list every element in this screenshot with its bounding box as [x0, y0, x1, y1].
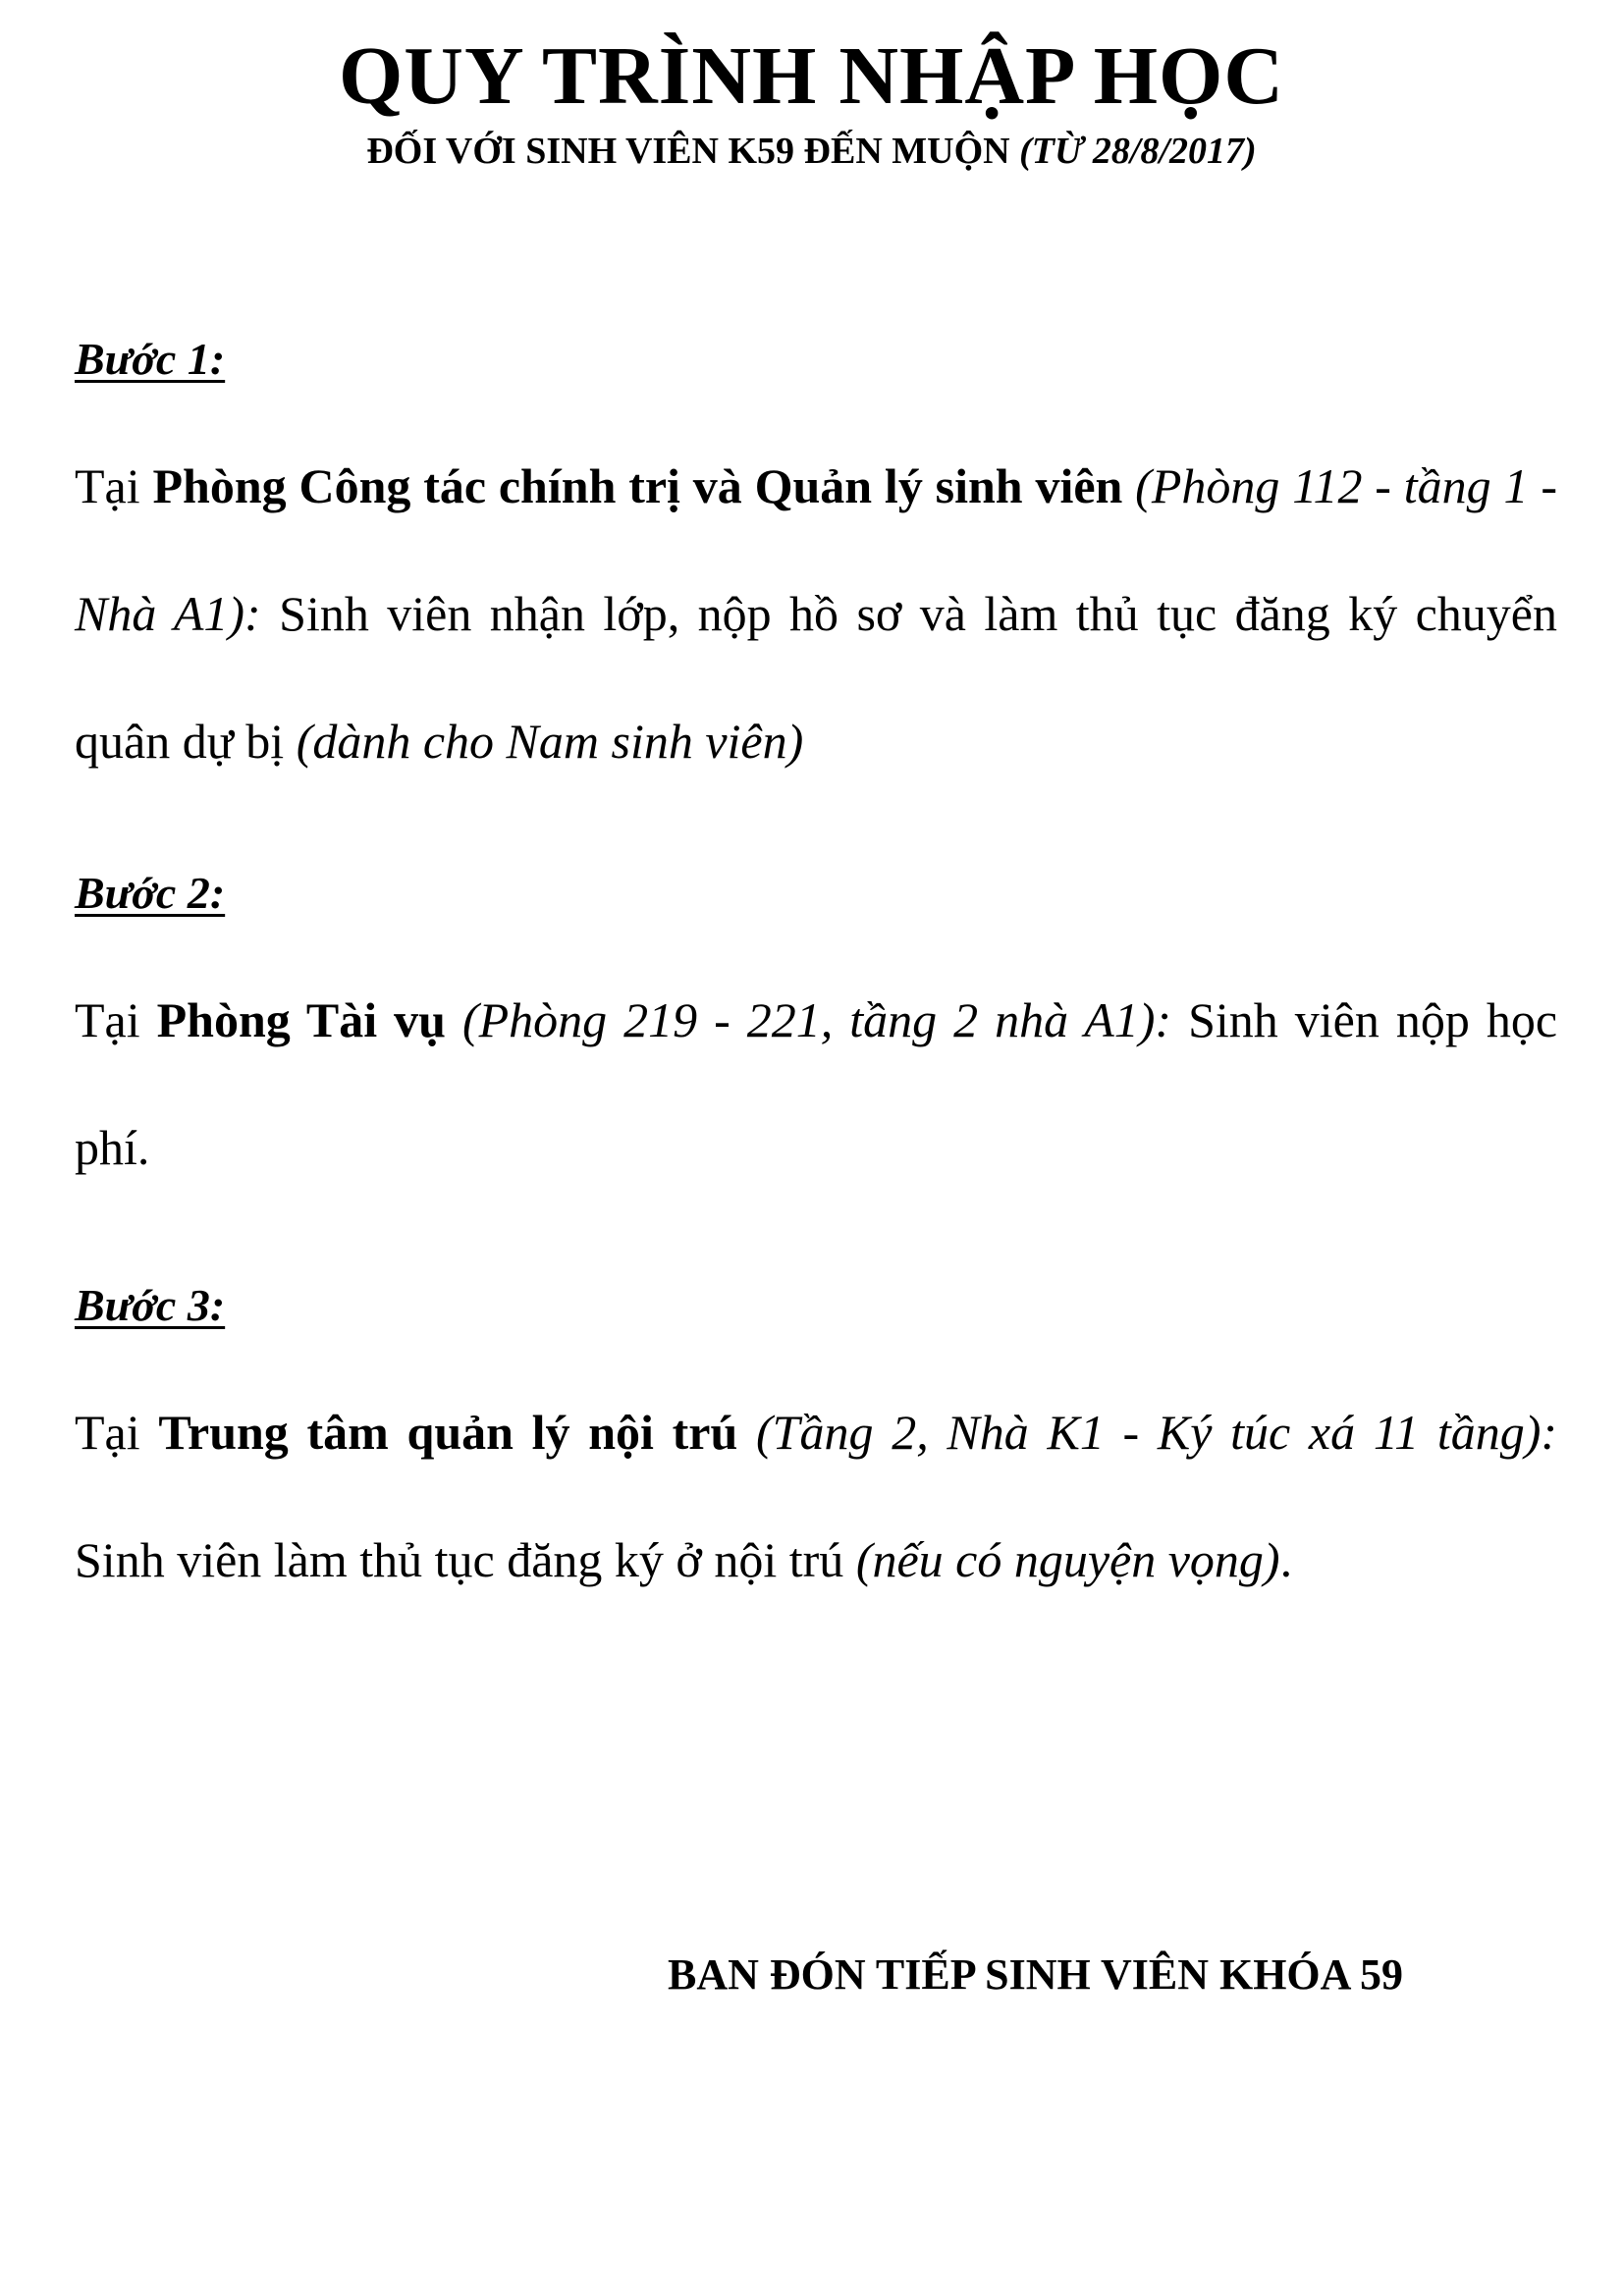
step-1-place: Phòng Công tác chính trị và Quản lý sinh viên — [152, 458, 1123, 513]
step-3-paragraph — [75, 1368, 1557, 1624]
step-2-prefix: Tại — [75, 992, 140, 1047]
step-3-place: Trung tâm quản lý nội trú — [158, 1405, 738, 1460]
subtitle-date: (TỪ 28/8/2017) — [1019, 131, 1257, 172]
step-2-text: Sinh viên nộp học phí. — [75, 992, 1558, 1175]
subtitle-main: ĐỐI VỚI SINH VIÊN K59 ĐẾN MUỘN — [366, 131, 1010, 172]
step-1-prefix: Tại — [75, 458, 140, 513]
signature-block: BAN ĐÓN TIẾP SINH VIÊN KHÓA 59 — [668, 1950, 1403, 1999]
step-1-text: Sinh viên nhận lớp, nộp hồ sơ và làm thủ tục đăng ký chuyển quân dự bị — [75, 586, 1557, 769]
step-1-location: (Phòng 112 - tầng 1 - Nhà A1): — [75, 458, 1557, 641]
step-3-note: (nếu có nguyện vọng) — [855, 1532, 1280, 1587]
page-title: QUY TRÌNH NHẬP HỌC — [338, 30, 1285, 122]
step-2-place: Phòng Tài vụ — [156, 992, 446, 1047]
step-3-text: Sinh viên làm thủ tục đăng ký ở nội trú — [75, 1532, 844, 1587]
step-2-heading: Bước 2: — [75, 868, 226, 918]
step-1-heading: Bước 1: — [75, 334, 226, 384]
step-3-suffix: . — [1279, 1532, 1293, 1587]
step-2-paragraph — [75, 956, 1557, 1211]
step-1-note: (dành cho Nam sinh viên) — [296, 714, 804, 769]
step-1-paragraph — [75, 422, 1557, 805]
page-subtitle — [0, 130, 1623, 175]
step-3-prefix: Tại — [75, 1405, 140, 1460]
step-3-location: (Tầng 2, Nhà K1 - Ký túc xá 11 tầng): — [756, 1405, 1558, 1460]
step-2-location: (Phòng 219 - 221, tầng 2 nhà A1): — [461, 992, 1172, 1047]
step-3-heading: Bước 3: — [75, 1280, 226, 1330]
